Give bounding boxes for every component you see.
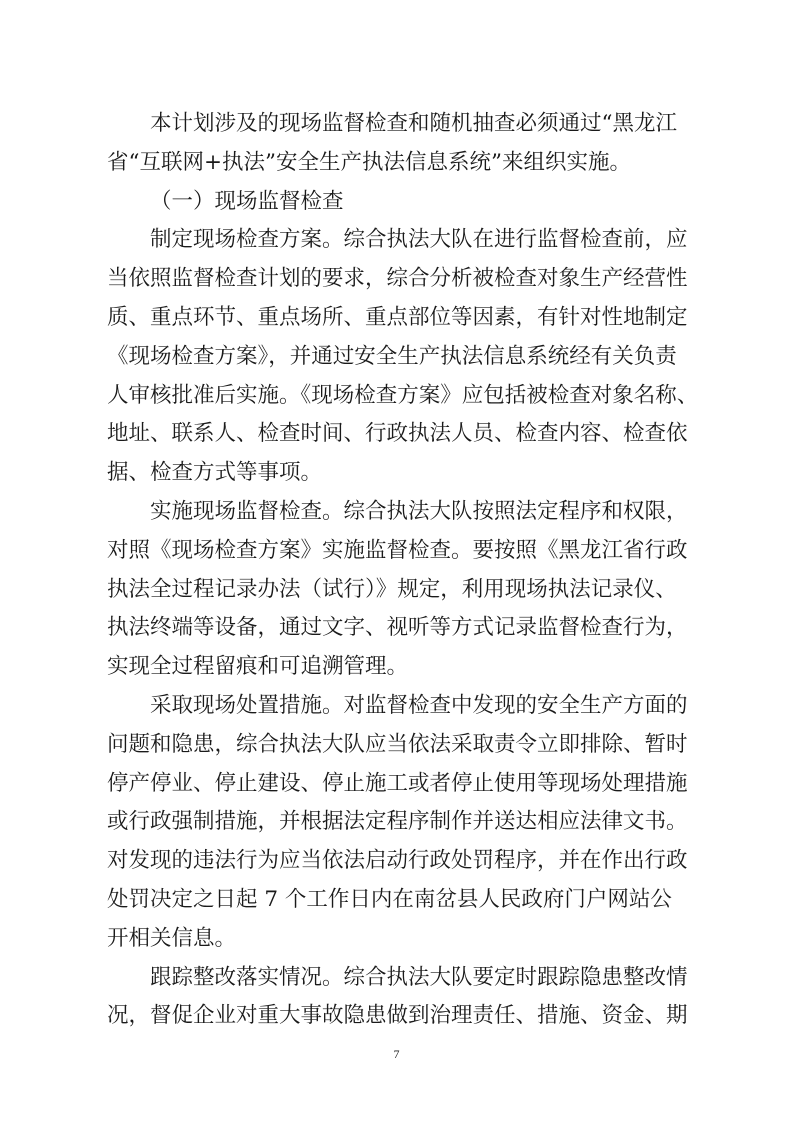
body-line — [0, 960, 793, 996]
body-line — [0, 300, 793, 336]
body-line — [0, 222, 793, 258]
body-line — [0, 145, 793, 181]
line-text: 停产停业、停止建设、停止施工或者停止使用等现场处理措施 — [107, 771, 688, 796]
line-text: 对照《现场检查方案》实施监督检查。要按照《黑龙江省行政 — [107, 538, 688, 563]
body-line — [0, 843, 793, 879]
line-text: 执法全过程记录办法（试行）》规定，利用现场执法记录仪、 — [107, 577, 677, 602]
body-line — [0, 261, 793, 297]
body-line — [0, 688, 793, 724]
line-text: 实现全过程留痕和可追溯管理。 — [107, 654, 409, 679]
line-text: 开相关信息。 — [107, 926, 237, 951]
line-text: 当依照监督检查计划的要求，综合分析被检查对象生产经营性 — [107, 266, 688, 291]
body-line — [0, 455, 793, 491]
line-text: 或行政强制措施，并根据法定程序制作并送达相应法律文书。 — [107, 809, 688, 834]
body-line — [0, 727, 793, 763]
line-text: 采取现场处置措施。对监督检查中发现的安全生产方面的 — [150, 693, 688, 718]
line-text: 况，督促企业对重大事故隐患做到治理责任、措施、资金、期 — [107, 1003, 688, 1028]
line-text: 处罚决定之日起 7 个工作日内在南岔县人民政府门户网站公 — [107, 887, 672, 912]
body-line — [0, 649, 793, 685]
body-line — [0, 378, 793, 414]
body-line — [0, 804, 793, 840]
body-line — [0, 339, 793, 375]
line-text: 地址、联系人、检查时间、行政执法人员、检查内容、检查依 — [107, 421, 688, 446]
line-text: 执法终端等设备，通过文字、视听等方式记录监督检查行为， — [107, 615, 688, 640]
line-text: 制定现场检查方案。综合执法大队在进行监督检查前，应 — [150, 227, 688, 252]
page-number: 7 — [393, 1047, 400, 1061]
body-line — [0, 416, 793, 452]
body-line — [0, 106, 793, 142]
line-text: 据、检查方式等事项。 — [107, 460, 323, 485]
body-line — [0, 494, 793, 530]
line-text: 本计划涉及的现场监督检查和随机抽查必须通过“黑龙江 — [150, 111, 677, 136]
body-line — [0, 998, 793, 1034]
body-line — [0, 572, 793, 608]
line-text: 《现场检查方案》，并通过安全生产执法信息系统经有关负责 — [107, 344, 677, 369]
body-line — [0, 610, 793, 646]
line-text: 对发现的违法行为应当依法启动行政处罚程序，并在作出行政 — [107, 848, 688, 873]
body-line — [0, 766, 793, 802]
section-heading-text: （一）现场监督检查 — [150, 189, 344, 214]
line-text: 实施现场监督检查。综合执法大队按照法定程序和权限， — [150, 499, 688, 524]
body-line — [0, 921, 793, 957]
line-text: 跟踪整改落实情况。综合执法大队要定时跟踪隐患整改情 — [150, 965, 688, 990]
line-text: 质、重点环节、重点场所、重点部位等因素，有针对性地制定 — [107, 305, 688, 330]
body-line — [0, 882, 793, 918]
line-text: 省“互联网+执法”安全生产执法信息系统”来组织实施。 — [107, 150, 631, 175]
line-text: 问题和隐患，综合执法大队应当依法采取责令立即排除、暂时 — [107, 732, 688, 757]
body-line — [0, 533, 793, 569]
line-text: 人审核批准后实施。《现场检查方案》应包括被检查对象名称、 — [107, 383, 699, 408]
section-heading — [0, 184, 793, 220]
